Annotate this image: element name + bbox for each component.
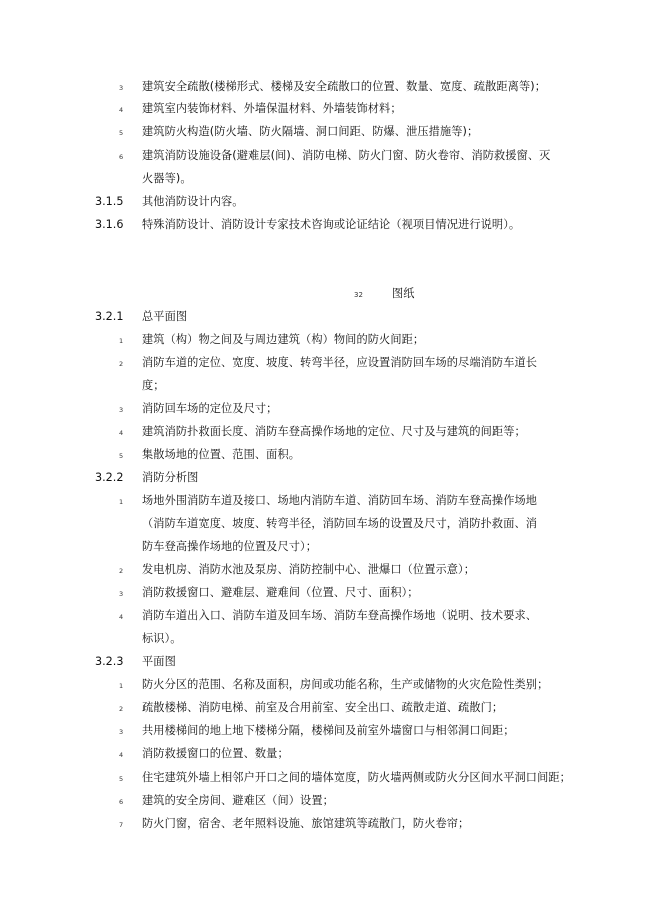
list-item: 建筑（构）物之间及与周边建筑（构）物间的防火间距； (142, 333, 425, 346)
item-number: 3 (119, 84, 124, 92)
list-item: 住宅建筑外墙上相邻户开口之间的墙体宽度，防火墙两侧或防火分区间水平洞口间距； (142, 771, 571, 784)
section-title: 总平面图 (142, 310, 188, 323)
section-text: 其他消防设计内容。 (142, 195, 244, 208)
list-item-continuation: 火器等)。 (142, 172, 192, 185)
list-item: 疏散楼梯、消防电梯、前室及合用前室、安全出口、疏散走道、疏散门； (142, 701, 504, 714)
section-number: 3.1.5 (95, 195, 124, 208)
item-number: 6 (119, 798, 124, 806)
item-number: 4 (119, 613, 124, 621)
item-number: 7 (119, 821, 124, 829)
item-number: 1 (119, 682, 124, 690)
list-item: 建筑防火构造(防火墙、防火隔墙、洞口间距、防爆、泄压措施等)； (142, 125, 479, 138)
item-number: 3 (119, 590, 124, 598)
section-number: 3.2.1 (95, 310, 124, 323)
list-item: 共用楼梯间的地上地下楼梯分隔，楼梯间及前室外墙窗口与相邻洞口间距； (142, 724, 515, 737)
list-item: 建筑室内装饰材料、外墙保温材料、外墙装饰材料； (142, 102, 402, 115)
list-item-continuation: 标识）。 (142, 632, 182, 645)
list-item: 防火门窗，宿舍、老年照料设施、旅馆建筑等疏散门，防火卷帘； (142, 817, 470, 830)
list-item: 场地外围消防车道及接口、场地内消防车道、消防回车场、消防车登高操作场地 (142, 494, 538, 507)
item-number: 3 (119, 406, 124, 414)
item-number: 3 (119, 728, 124, 736)
list-item-continuation: （消防车道宽度、坡度、转弯半径，消防回车场的设置及尺寸，消防扑救面、消 (142, 517, 538, 530)
section-title: 平面图 (142, 655, 176, 668)
item-number: 1 (119, 498, 124, 506)
item-number: 5 (119, 129, 124, 137)
list-item: 发电机房、消防水池及泵房、消防控制中心、泄爆口（位置示意）； (142, 563, 476, 576)
section-number: 3.1.6 (95, 218, 124, 231)
list-item-continuation: 度； (142, 379, 165, 392)
item-number: 5 (119, 452, 124, 460)
heading-number: 32 (354, 291, 363, 299)
section-title: 消防分析图 (142, 471, 199, 484)
item-number: 2 (119, 705, 124, 713)
list-item: 消防救援窗口、避难层、避难间（位置、尺寸、面积）； (142, 586, 419, 599)
list-item: 防火分区的范围、名称及面积，房间或功能名称，生产或储物的火灾危险性类别； (142, 678, 549, 691)
item-number: 2 (119, 567, 124, 575)
item-number: 6 (119, 153, 124, 161)
item-number: 5 (119, 775, 124, 783)
section-number: 3.2.2 (95, 471, 124, 484)
list-item: 建筑消防扑救面长度、消防车登高操作场地的定位、尺寸及与建筑的间距等； (142, 425, 526, 438)
list-item: 建筑的安全房间、避难区（间）设置； (142, 794, 334, 807)
item-number: 4 (119, 106, 124, 114)
item-number: 4 (119, 429, 124, 437)
section-number: 3.2.3 (95, 655, 124, 668)
item-number: 1 (119, 337, 124, 345)
list-item: 消防车道出入口、消防车道及回车场、消防车登高操作场地（说明、技术要求、 (142, 609, 538, 622)
list-item: 消防回车场的定位及尺寸； (142, 402, 278, 415)
item-number: 2 (119, 360, 124, 368)
list-item-continuation: 防车登高操作场地的位置及尺寸）； (142, 540, 318, 553)
item-number: 4 (119, 751, 124, 759)
list-item: 消防车道的定位、宽度、坡度、转弯半径，应设置消防回车场的尽端消防车道长 (142, 356, 538, 369)
list-item: 建筑消防设施设备(避难层(间)、消防电梯、防火门窗、防火卷帘、消防救援窗、灭 (142, 149, 551, 162)
section-text: 特殊消防设计、消防设计专家技术咨询或论证结论（视项目情况进行说明）。 (142, 218, 521, 231)
heading-title: 图纸 (392, 287, 415, 300)
list-item: 集散场地的位置、范围、面积。 (142, 448, 301, 461)
list-item: 消防救援窗口的位置、数量； (142, 747, 289, 760)
list-item: 建筑安全疏散(楼梯形式、楼梯及安全疏散口的位置、数量、宽度、疏散距离等)； (142, 80, 546, 93)
